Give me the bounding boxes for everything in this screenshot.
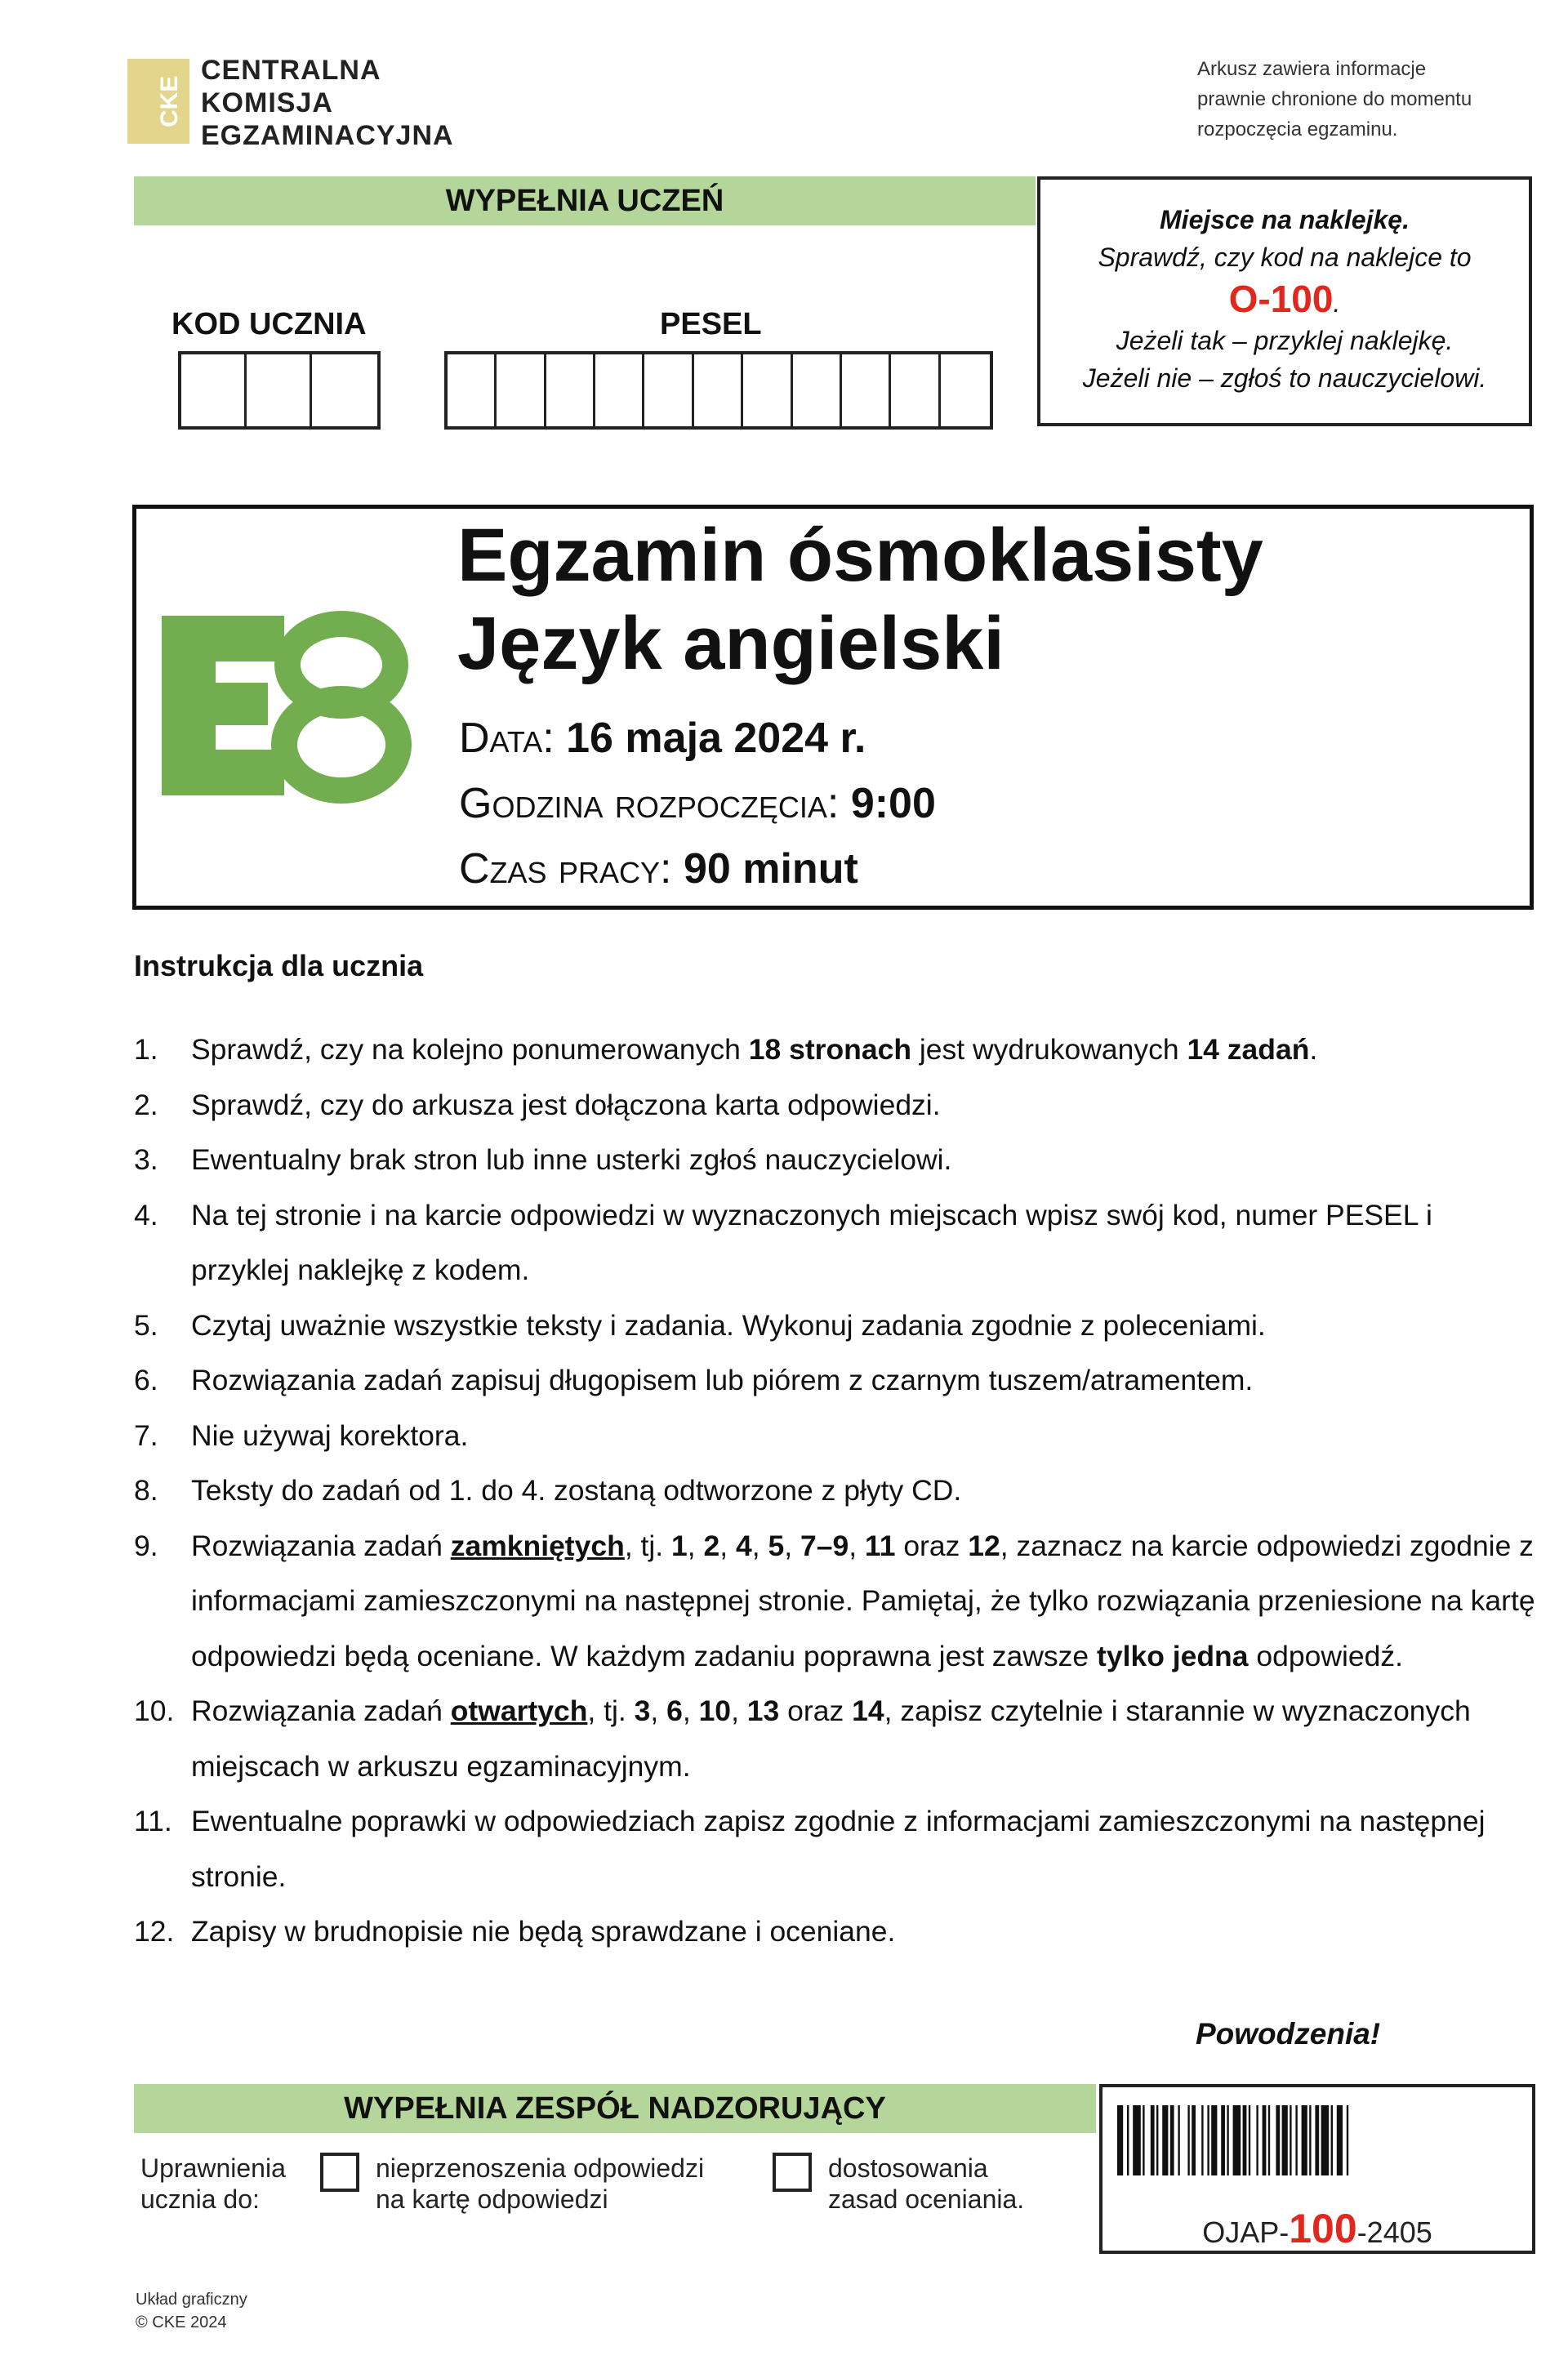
instruction-number: 2. xyxy=(134,1088,158,1121)
pesel-cell[interactable] xyxy=(448,354,497,426)
sticker-code: O-100 xyxy=(1228,278,1334,320)
instruction-number: 6. xyxy=(134,1364,158,1396)
kod-cell[interactable] xyxy=(312,354,377,426)
option1-line: nieprzenoszenia odpowiedzi xyxy=(376,2153,705,2183)
rights-label-line: ucznia do: xyxy=(140,2184,260,2214)
exam-time-label: Godzina rozpoczęcia: xyxy=(459,780,840,827)
instruction-text-run: Zapisy w brudnopisie nie będą sprawdzane i oceniane. xyxy=(191,1915,896,1948)
pesel-cell[interactable] xyxy=(842,354,891,426)
instruction-text-run: odpowiedź. xyxy=(1248,1639,1403,1672)
pesel-cell[interactable] xyxy=(497,354,546,426)
instruction-text xyxy=(191,1078,1539,1133)
pesel-cell[interactable] xyxy=(941,354,990,426)
pesel-cell[interactable] xyxy=(694,354,743,426)
instruction-text-run: Ewentualny brak stron lub inne usterki zgłoś nauczycielowi. xyxy=(191,1143,952,1176)
barcode-bar xyxy=(1295,2105,1297,2175)
instruction-text xyxy=(191,1353,1539,1409)
instruction-text-run: 5 xyxy=(768,1529,785,1562)
instruction-text-run: 1 xyxy=(671,1529,688,1562)
instruction-number: 5. xyxy=(134,1308,158,1342)
barcode-bar xyxy=(1233,2105,1241,2175)
e8-logo-icon xyxy=(160,608,413,804)
instruction-text xyxy=(191,1022,1539,1078)
pesel-cell[interactable] xyxy=(793,354,842,426)
instruction-text-run: , zapisz czytelnie i starannie w wyznaczonych miejscach w arkuszu egzaminacyjnym. xyxy=(191,1694,1471,1783)
instruction-text-run: otwartych xyxy=(450,1694,588,1727)
barcode-bar xyxy=(1249,2105,1250,2175)
instruction-item xyxy=(134,1022,1539,1078)
instruction-text-run: Nie używaj korektora. xyxy=(191,1418,469,1452)
pesel-boxes[interactable] xyxy=(444,351,993,430)
instruction-text-run: , xyxy=(687,1529,704,1562)
instruction-text xyxy=(191,1298,1539,1354)
instruction-text-run: 18 stronach xyxy=(748,1033,912,1066)
barcode-bar xyxy=(1302,2105,1307,2175)
sticker-box xyxy=(1037,176,1532,426)
instruction-text xyxy=(191,1519,1539,1685)
instruction-item xyxy=(134,1463,1539,1519)
supervisors-bar: WYPEŁNIA ZESPÓŁ NADZORUJĄCY xyxy=(134,2084,1096,2133)
footer-credit xyxy=(136,2288,247,2334)
instruction-text-run: Ewentualne poprawki w odpowiedziach zapisz zgodnie z informacjami zamieszczonymi na następnej stronie. xyxy=(191,1805,1486,1893)
pesel-cell[interactable] xyxy=(595,354,644,426)
barcode-bar xyxy=(1243,2105,1247,2175)
protect-note xyxy=(1197,54,1540,145)
instruction-item xyxy=(134,1684,1539,1794)
instruction-text xyxy=(191,1904,1539,1960)
instruction-text-run: jest wydrukowanych xyxy=(911,1033,1187,1066)
instruction-text-run: 10 xyxy=(698,1694,732,1727)
instruction-text-run: oraz xyxy=(779,1694,853,1727)
instruction-text-run: Rozwiązania zadań xyxy=(191,1529,451,1562)
sticker-line3: Jeżeli nie – zgłoś to nauczycielowi. xyxy=(1082,363,1487,393)
instruction-text-run: , xyxy=(650,1694,667,1727)
pesel-cell[interactable] xyxy=(891,354,940,426)
barcode-bar xyxy=(1263,2105,1267,2175)
instruction-text-run: , tj. xyxy=(624,1529,672,1562)
instruction-text-run: oraz xyxy=(895,1529,969,1562)
exam-duration xyxy=(459,844,858,893)
barcode-bar xyxy=(1337,2105,1343,2175)
barcode-bar xyxy=(1156,2105,1158,2175)
barcode-bar xyxy=(1309,2105,1311,2175)
barcode-bar xyxy=(1221,2105,1225,2175)
sticker-line1: Sprawdź, czy kod na naklejce to xyxy=(1098,243,1472,272)
pesel-cell[interactable] xyxy=(546,354,595,426)
instruction-text xyxy=(191,1684,1539,1794)
instruction-number: 1. xyxy=(134,1033,158,1066)
instruction-text-run: Sprawdź, czy do arkusza jest dołączona karta odpowiedzi. xyxy=(191,1088,941,1121)
footer-line: Układ graficzny xyxy=(136,2291,247,2309)
protect-note-line: Arkusz zawiera informacje xyxy=(1197,58,1427,80)
rights-label xyxy=(140,2153,286,2215)
kod-boxes[interactable] xyxy=(178,351,381,430)
barcode-bar xyxy=(1133,2105,1141,2175)
pesel-cell[interactable] xyxy=(644,354,693,426)
instruction-text-run: 2 xyxy=(703,1529,720,1562)
instruction-text-run: , xyxy=(682,1694,699,1727)
instruction-item xyxy=(134,1188,1539,1298)
instruction-text-run: zamkniętych xyxy=(450,1529,625,1562)
instruction-text-run: tylko jedna xyxy=(1097,1639,1249,1672)
instruction-item xyxy=(134,1794,1539,1904)
exam-time-value: 9:00 xyxy=(850,780,936,827)
instruction-text xyxy=(191,1133,1539,1188)
barcode-bar xyxy=(1282,2105,1288,2175)
exam-duration-label: Czas pracy: xyxy=(459,845,672,893)
instruction-text-run: , xyxy=(731,1694,747,1727)
barcode-bar xyxy=(1268,2105,1270,2175)
cke-name-line: EGZAMINACYJNA xyxy=(201,120,454,151)
instruction-text-run: , tj. xyxy=(587,1694,635,1727)
sticker-code-suffix: . xyxy=(1333,288,1341,318)
option2-checkbox[interactable] xyxy=(773,2153,812,2192)
pesel-cell[interactable] xyxy=(743,354,792,426)
barcode-icon xyxy=(1117,2105,1517,2175)
instruction-item xyxy=(134,1353,1539,1409)
cke-name-line: KOMISJA xyxy=(201,87,333,118)
barcode-bar xyxy=(1143,2105,1144,2175)
option1-checkbox[interactable] xyxy=(320,2153,359,2192)
barcode-bar xyxy=(1178,2105,1179,2175)
instruction-item xyxy=(134,1078,1539,1133)
instruction-text-run: 12 xyxy=(968,1529,1000,1562)
instruction-text-run: 14 zadań xyxy=(1187,1033,1310,1066)
barcode-bar xyxy=(1187,2105,1189,2175)
instruction-text-run: 3 xyxy=(634,1694,651,1727)
instruction-text-run: 4 xyxy=(735,1529,752,1562)
instruction-number: 7. xyxy=(134,1418,158,1452)
protect-note-line: rozpoczęcia egzaminu. xyxy=(1197,118,1398,140)
instructions-list xyxy=(134,1022,1539,1960)
instruction-number: 10. xyxy=(134,1694,175,1727)
instruction-text xyxy=(191,1188,1539,1298)
instruction-text-run: Rozwiązania zadań xyxy=(191,1694,451,1727)
barcode-bar xyxy=(1117,2105,1123,2175)
instruction-text xyxy=(191,1409,1539,1464)
barcode-bar xyxy=(1127,2105,1129,2175)
kod-label: KOD UCZNIA xyxy=(172,307,367,341)
instruction-text-run: , zaznacz na karcie odpowiedzi zgodnie z informacjami zamieszczonymi na następnej stronie. Pamiętaj, że tylko rozwiązania przeniesione na kartę odpowiedzi będą oceniane. W każdym zadaniu poprawna jest zawsze xyxy=(191,1529,1535,1672)
option1-label xyxy=(376,2153,704,2215)
instruction-text-run: Teksty do zadań od 1. do 4. zostaną odtworzone z płyty CD. xyxy=(191,1474,962,1507)
barcode-suffix: -2405 xyxy=(1356,2215,1432,2249)
instruction-text-run: Na tej stronie i na karcie odpowiedzi w wyznaczonych miejscach wpisz swój kod, numer PESEL i przyklej naklejkę z kodem. xyxy=(191,1198,1432,1286)
kod-cell[interactable] xyxy=(181,354,247,426)
cke-logo-letters: CKE xyxy=(156,75,183,127)
barcode-bar xyxy=(1256,2105,1258,2175)
instruction-text-run: Rozwiązania zadań zapisuj długopisem lub piórem z czarnym tuszem/atramentem. xyxy=(191,1364,1254,1396)
exam-time xyxy=(459,779,936,828)
footer-line: © CKE 2024 xyxy=(136,2313,227,2331)
instruction-text xyxy=(191,1794,1539,1904)
barcode-prefix: OJAP- xyxy=(1202,2215,1290,2249)
cke-logo xyxy=(127,59,189,144)
barcode-bar xyxy=(1227,2105,1228,2175)
barcode-bar xyxy=(1207,2105,1209,2175)
barcode-bar xyxy=(1192,2105,1196,2175)
barcode-bar xyxy=(1331,2105,1333,2175)
protect-note-line: prawnie chronione do momentu xyxy=(1197,88,1472,110)
cke-name xyxy=(201,54,454,152)
instruction-number: 12. xyxy=(134,1915,175,1948)
instruction-text-run: 7–9 xyxy=(800,1529,849,1562)
closing-text: Powodzenia! xyxy=(1196,2017,1381,2051)
option1-line: na kartę odpowiedzi xyxy=(376,2184,608,2214)
kod-cell[interactable] xyxy=(247,354,312,426)
instruction-text-run: . xyxy=(1309,1033,1318,1066)
instruction-number: 11. xyxy=(134,1805,172,1837)
instruction-text-run: , xyxy=(784,1529,800,1562)
instruction-text-run: Czytaj uważnie wszystkie teksty i zadania. Wykonuj zadania zgodnie z poleceniami. xyxy=(191,1308,1266,1342)
instruction-number: 4. xyxy=(134,1198,158,1231)
barcode-bar xyxy=(1321,2105,1330,2175)
exam-date xyxy=(459,714,866,763)
instruction-number: 3. xyxy=(134,1143,158,1176)
pesel-label: PESEL xyxy=(660,307,762,341)
instruction-number: 8. xyxy=(134,1474,158,1507)
exam-date-value: 16 maja 2024 r. xyxy=(566,715,866,762)
instruction-item xyxy=(134,1409,1539,1464)
instruction-text-run: 11 xyxy=(864,1529,896,1562)
instructions-heading: Instrukcja dla ucznia xyxy=(134,949,424,982)
exam-title xyxy=(457,511,1263,688)
barcode-bar xyxy=(1315,2105,1319,2175)
instruction-item xyxy=(134,1298,1539,1354)
option2-line: dostosowania xyxy=(828,2153,988,2183)
instruction-text-run: 14 xyxy=(852,1694,884,1727)
barcode-bar xyxy=(1211,2105,1217,2175)
option2-label xyxy=(828,2153,1024,2215)
exam-duration-value: 90 minut xyxy=(683,845,858,893)
instruction-item xyxy=(134,1904,1539,1960)
instruction-text-run: , xyxy=(849,1529,865,1562)
student-fill-bar: WYPEŁNIA UCZEŃ xyxy=(134,176,1036,225)
option2-line: zasad oceniania. xyxy=(828,2184,1025,2214)
sticker-line2: Jeżeli tak – przyklej naklejkę. xyxy=(1116,326,1454,355)
barcode-bar xyxy=(1170,2105,1174,2175)
instruction-item xyxy=(134,1133,1539,1188)
barcode-bar xyxy=(1276,2105,1280,2175)
barcode-bar xyxy=(1162,2105,1168,2175)
barcode-bar xyxy=(1347,2105,1348,2175)
barcode-highlight: 100 xyxy=(1289,2206,1357,2251)
barcode-bar xyxy=(1151,2105,1155,2175)
instruction-text xyxy=(191,1463,1539,1519)
exam-title-line1: Egzamin ósmoklasisty xyxy=(457,514,1263,597)
instruction-text-run: 13 xyxy=(746,1694,780,1727)
instruction-text-run: Sprawdź, czy na kolejno ponumerowanych xyxy=(191,1033,749,1066)
exam-date-label: Data: xyxy=(459,715,555,762)
exam-title-line2: Język angielski xyxy=(457,602,1004,685)
instruction-text-run: , xyxy=(719,1529,736,1562)
instruction-item xyxy=(134,1519,1539,1685)
rights-label-line: Uprawnienia xyxy=(140,2153,286,2183)
barcode-code xyxy=(1099,2205,1535,2252)
instruction-number: 9. xyxy=(134,1529,158,1562)
barcode-bar xyxy=(1290,2105,1291,2175)
cke-name-line: CENTRALNA xyxy=(201,55,381,86)
sticker-title: Miejsce na naklejkę. xyxy=(1160,205,1410,234)
instruction-text-run: 6 xyxy=(666,1694,683,1727)
barcode-bar xyxy=(1201,2105,1203,2175)
instruction-text-run: , xyxy=(751,1529,768,1562)
